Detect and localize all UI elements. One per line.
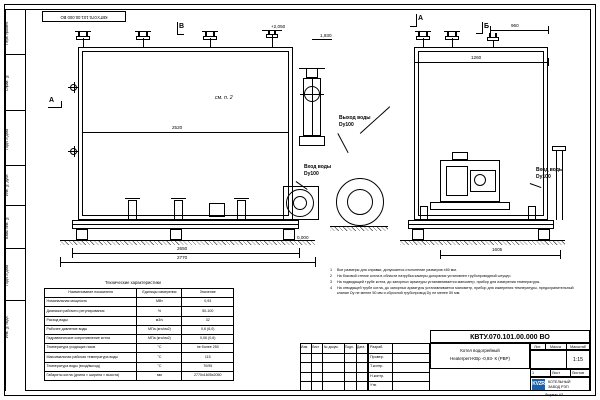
scale-value: 1:15 <box>572 357 584 363</box>
front-nozzle-2 <box>445 36 459 40</box>
section-mark-A-right: А <box>418 15 424 22</box>
product-line2: Heaterpert-KВр -0,93- К (РВР) <box>450 356 510 361</box>
bottom-nozzle-3 <box>237 200 246 220</box>
flue-flange <box>299 136 325 146</box>
dim-2650: 2650 <box>177 246 188 251</box>
spec-header-1: Единицы измерения <box>137 289 182 298</box>
margin-label-6: Инв. № подл. <box>5 315 9 339</box>
rev-header-4: Дата <box>357 345 365 349</box>
burner-motor <box>474 174 486 186</box>
table-row: Гидравлическое сопротивление котла МПа (кгс/см2) 0,06 (0,6) <box>45 334 234 343</box>
callout-inlet-left-line1: Вход воды <box>304 164 332 170</box>
logo-mark: KVZR <box>532 379 545 390</box>
role-1: Провер. <box>370 354 384 359</box>
top-doc-code: КВТУ.070.101.00.000 ВО <box>60 14 108 20</box>
lit-header-2: Масштаб <box>570 344 586 349</box>
table-row: Температура воды (вход/выход) °С 70/95 <box>45 362 234 371</box>
note-item: 4 На отводящей трубе котла, до запорных арматуры устанавливается манометр, прибор для измерения температуры, предохранительный клапан Dy не менее 50 мм и сбросной трубопровод Dy не менее 50 мм. <box>330 285 574 295</box>
table-row: Температура уходящих газов °С не более 250 <box>45 344 234 353</box>
front-nozzle-3 <box>487 37 499 41</box>
spec-table-title: Технические характеристики <box>105 280 161 285</box>
table-row: Рабочее давление воды МПа (кгс/см2) 0,6 (6,0) <box>45 325 234 334</box>
rev-header-3: Подп. <box>345 345 354 349</box>
burner-air-intake <box>452 152 468 160</box>
role-2: Т.контр. <box>370 364 384 369</box>
section-mark-A-left: А <box>49 97 55 104</box>
bottom-nozzle-2 <box>174 200 183 220</box>
front-nozzle-1 <box>416 36 430 40</box>
dim-960: 960 <box>511 23 519 28</box>
role-0: Разраб. <box>370 345 384 349</box>
rev-header-0: Изм. <box>301 345 309 349</box>
spec-header-0: Наименование показателя <box>45 289 137 298</box>
dim-2770: 2770 <box>177 255 188 260</box>
margin-label-1: Справ. № <box>5 74 9 92</box>
note-item: 2 На боковой стенке котла в области патрубка камеры догорания установлен трубопроводный штуцер. <box>330 273 512 278</box>
company-line1: КОТЕЛЬНЫЙ <box>548 380 571 384</box>
top-nozzle-2 <box>136 36 150 40</box>
relief-valve <box>266 34 278 38</box>
support-foot-right <box>283 229 295 240</box>
burner-front-inner <box>347 189 373 215</box>
format-label: Формат А3 <box>545 393 564 397</box>
margin-label-4: Взам. инв. № <box>5 216 9 240</box>
right-inlet-flange <box>552 146 566 151</box>
front-bottom-nozzle-2 <box>528 206 536 220</box>
support-foot-left <box>76 229 88 240</box>
sheets-label: Листов <box>572 371 584 375</box>
top-nozzle-1 <box>76 36 90 40</box>
lit-header-0: Лит. <box>534 344 541 349</box>
rev-header-2: № докум. <box>324 345 339 349</box>
margin-label-2: Подп. и дата <box>5 128 9 150</box>
elev-zero-label: 0,000 <box>297 235 309 240</box>
front-foot-left <box>412 229 424 240</box>
sheet-label: Лист <box>552 371 561 375</box>
front-bottom-nozzle-1 <box>420 206 428 220</box>
inspection-hatch <box>209 203 225 217</box>
role-3: Н.контр. <box>370 373 385 378</box>
elev-top-label: +2,050 <box>271 24 286 29</box>
section-mark-V: В <box>179 23 185 30</box>
top-nozzle-3 <box>203 36 217 40</box>
table-row: Габариты котла (длина × ширина × высота) мм 2770х1605х2050 <box>45 371 234 380</box>
table-row: Номинальная мощность МВт 0,93 <box>45 298 234 307</box>
rev-header-1: Лист <box>312 345 320 349</box>
table-row: Расход воды м3/ч 32 <box>45 316 234 325</box>
section-mark-B-right: Б <box>484 23 490 30</box>
spec-table <box>44 288 234 381</box>
table-row: Диапазон рабочего регулирования % 50-100 <box>45 307 234 316</box>
support-foot-mid <box>170 229 182 240</box>
callout-outlet-line2: Dy100 <box>339 122 354 128</box>
callout-inlet-left-line2: Dy100 <box>304 171 319 177</box>
doc-code-text: КВТУ.070.101.00.000 ВО <box>470 333 550 341</box>
notes-block <box>330 268 585 297</box>
product-line1: Котел водогрейный <box>460 348 500 353</box>
callout-inlet-right-line1: Вход воды <box>536 167 564 173</box>
sheet-value: 1 <box>532 371 535 375</box>
company-logo <box>532 379 545 390</box>
note-item: 1 Все размеры для справки, допускается отклонение размеров ±80 мм. <box>330 268 457 272</box>
rear-port-inner <box>293 196 307 210</box>
callout-see-note: см. п. 2 <box>215 95 233 101</box>
elev-small-label: 1,930 <box>320 33 332 38</box>
spec-header-2: Значение <box>182 289 234 298</box>
company-line2: ЗАВОД РЭП <box>548 385 569 389</box>
dim-1605: 1605 <box>492 247 503 252</box>
bottom-nozzle-1 <box>128 200 137 220</box>
callout-outlet-line1: Выход воды <box>339 115 371 121</box>
note-item: 3 На подводящей трубе котла, до запорных арматуры устанавливается манометр, прибор для измерения температуры. <box>330 279 541 284</box>
dim-1260: 1260 <box>471 55 482 60</box>
burner-fan-housing <box>446 166 468 196</box>
role-4: Утв. <box>370 383 378 388</box>
boiler-body-inner-side <box>82 51 289 216</box>
lit-header-1: Масса <box>550 344 561 349</box>
margin-label-0: Перв. примен. <box>5 21 9 45</box>
callout-inlet-right-line2: Dy100 <box>536 174 551 180</box>
table-row: Максимальная рабочая температура воды °С 115 <box>45 353 234 362</box>
burner-support <box>430 202 510 210</box>
dim-inner-2520: 2520 <box>172 125 183 130</box>
front-foot-right <box>538 229 550 240</box>
margin-label-3: Инв. № дубл. <box>5 173 9 197</box>
flue-top-cap <box>306 68 318 78</box>
margin-label-5: Подп. и дата <box>5 264 9 286</box>
